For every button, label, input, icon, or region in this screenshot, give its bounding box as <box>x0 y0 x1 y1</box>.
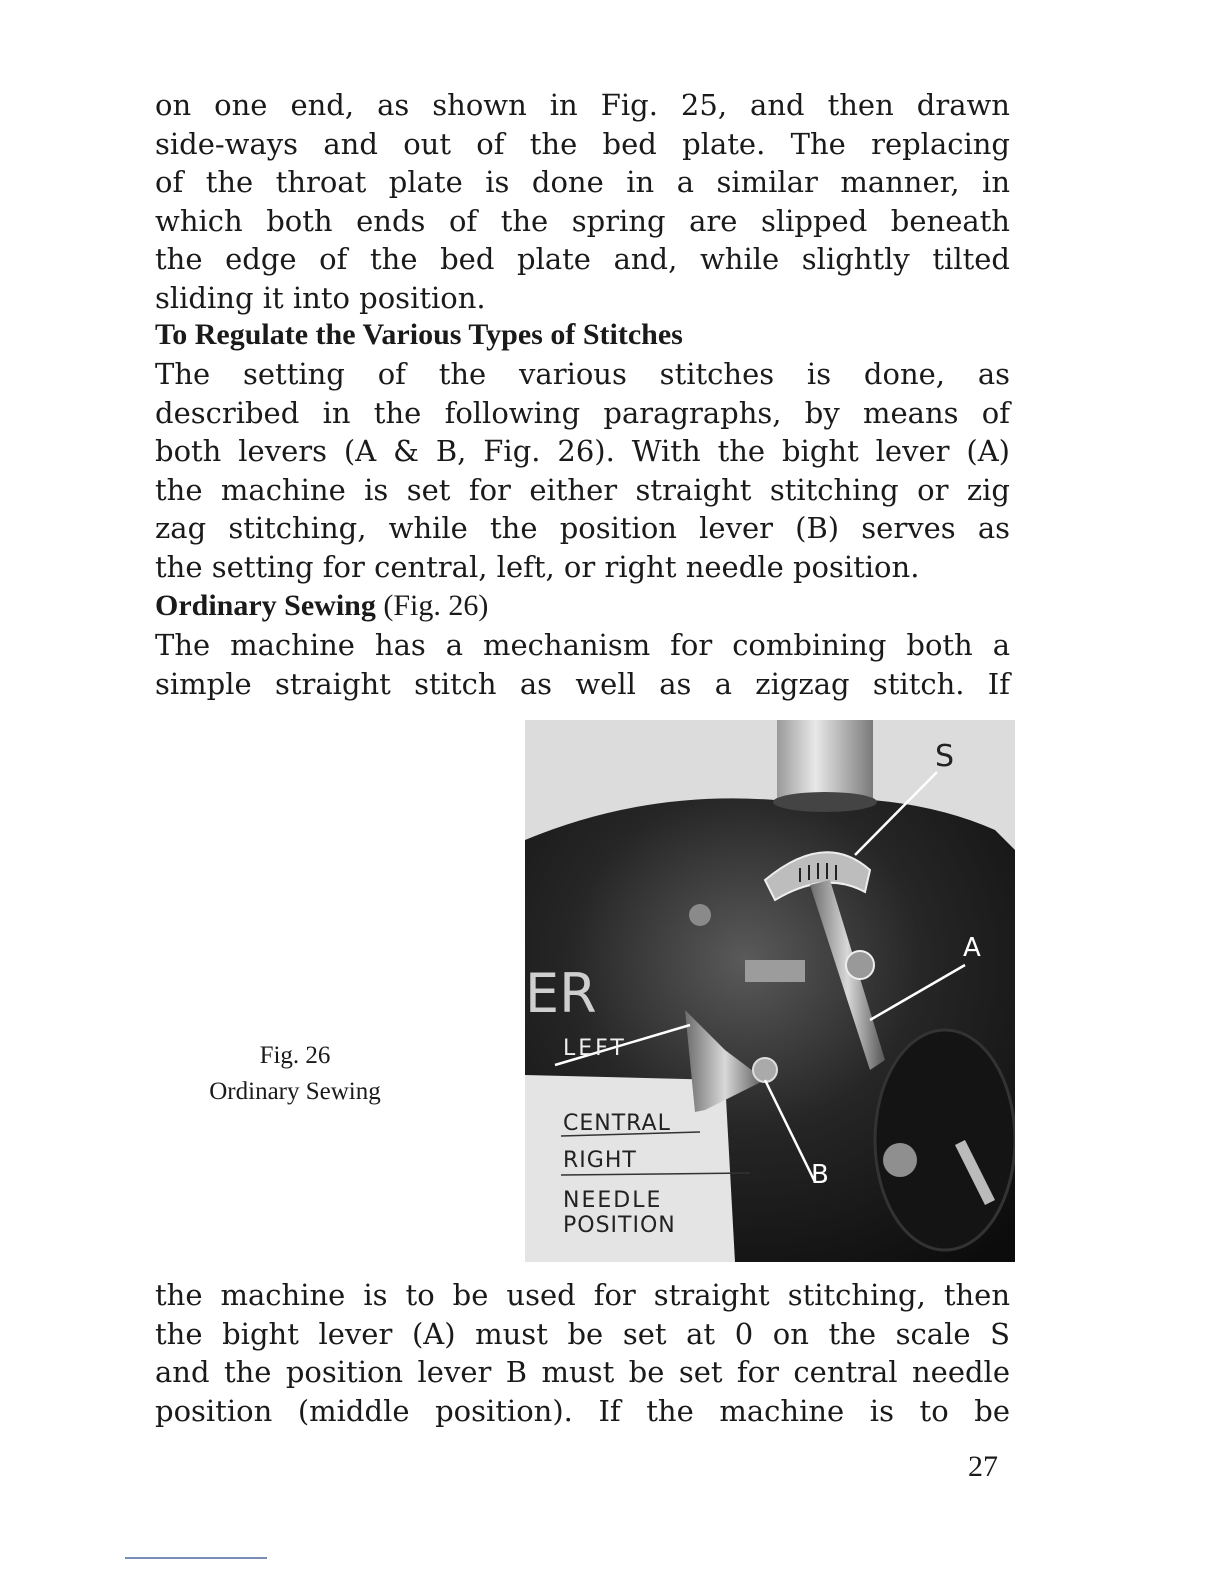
figure-number: Fig. 26 <box>259 1042 331 1069</box>
ordinary-paragraph <box>155 626 1010 703</box>
text-line: The machine has a mechanism for combining both a <box>155 628 1010 662</box>
footer-rule <box>125 1557 267 1559</box>
figure-title: Ordinary Sewing <box>209 1078 381 1105</box>
label-left: LEFT <box>563 1036 627 1061</box>
text-line: position (middle position). If the machine is to be <box>155 1393 1010 1428</box>
text-line: the edge of the bed plate and, while slightly tilted <box>155 242 1010 276</box>
text-line: the setting for central, left, or right needle position. <box>155 549 920 584</box>
label-position: POSITION <box>563 1213 676 1238</box>
text-line: simple straight stitch as well as a zigzag stitch. If <box>155 666 1010 701</box>
spindle-collar <box>773 792 877 812</box>
text-line: side-ways and out of the bed plate. The replacing <box>155 126 1010 161</box>
label-b: B <box>811 1160 829 1190</box>
heading-bold-text: Ordinary Sewing <box>155 589 376 622</box>
label-right: RIGHT <box>563 1148 637 1173</box>
sewing-machine-illustration <box>525 720 1015 1262</box>
text-line: and the position lever B must be set for central needle <box>155 1355 1010 1389</box>
stitch-length-dial <box>875 1030 1015 1250</box>
text-line: sliding it into position. <box>155 280 486 315</box>
text-line: zag stitching, while the position lever (B) serves as <box>155 511 1010 545</box>
text-line: the machine is set for either straight stitching or zig <box>155 472 1010 507</box>
text-line: the machine is to be used for straight stitching, then <box>155 1278 1010 1312</box>
machine-spindle <box>777 720 873 802</box>
label-central: CENTRAL <box>563 1111 671 1136</box>
text-line: which both ends of the spring are slipped beneath <box>155 203 1010 238</box>
lever-bracket <box>745 960 805 982</box>
section-heading-stitches: To Regulate the Various Types of Stitches <box>155 318 683 351</box>
label-a: A <box>963 933 981 963</box>
text-line: The setting of the various stitches is done, as <box>155 357 1010 391</box>
heading-figure-reference: (Fig. 26) <box>375 589 489 622</box>
label-s: S <box>935 739 955 774</box>
page-number: 27 <box>968 1450 998 1483</box>
figure-caption <box>175 1038 415 1110</box>
text-line: described in the following paragraphs, by means of <box>155 395 1010 430</box>
text-line: on one end, as shown in Fig. 25, and then drawn <box>155 88 1010 122</box>
text-line: of the throat plate is done in a similar manner, in <box>155 165 1010 199</box>
position-lever-pivot <box>753 1058 777 1082</box>
text-line: the bight lever (A) must be set at 0 on the scale S <box>155 1316 1010 1351</box>
brand-lettering: ER <box>525 962 597 1025</box>
section-heading-ordinary-sewing <box>155 587 488 625</box>
label-needle: NEEDLE <box>563 1188 663 1213</box>
figure-26-photo <box>525 720 1015 1262</box>
stitches-paragraph <box>155 355 1010 586</box>
top-paragraph <box>155 86 1010 317</box>
bottom-paragraph <box>155 1276 1010 1430</box>
bight-lever-pivot <box>846 951 874 979</box>
dial-knob <box>883 1143 917 1177</box>
screw-head <box>689 904 711 926</box>
text-line: both levers (A & B, Fig. 26). With the bight lever (A) <box>155 434 1010 468</box>
